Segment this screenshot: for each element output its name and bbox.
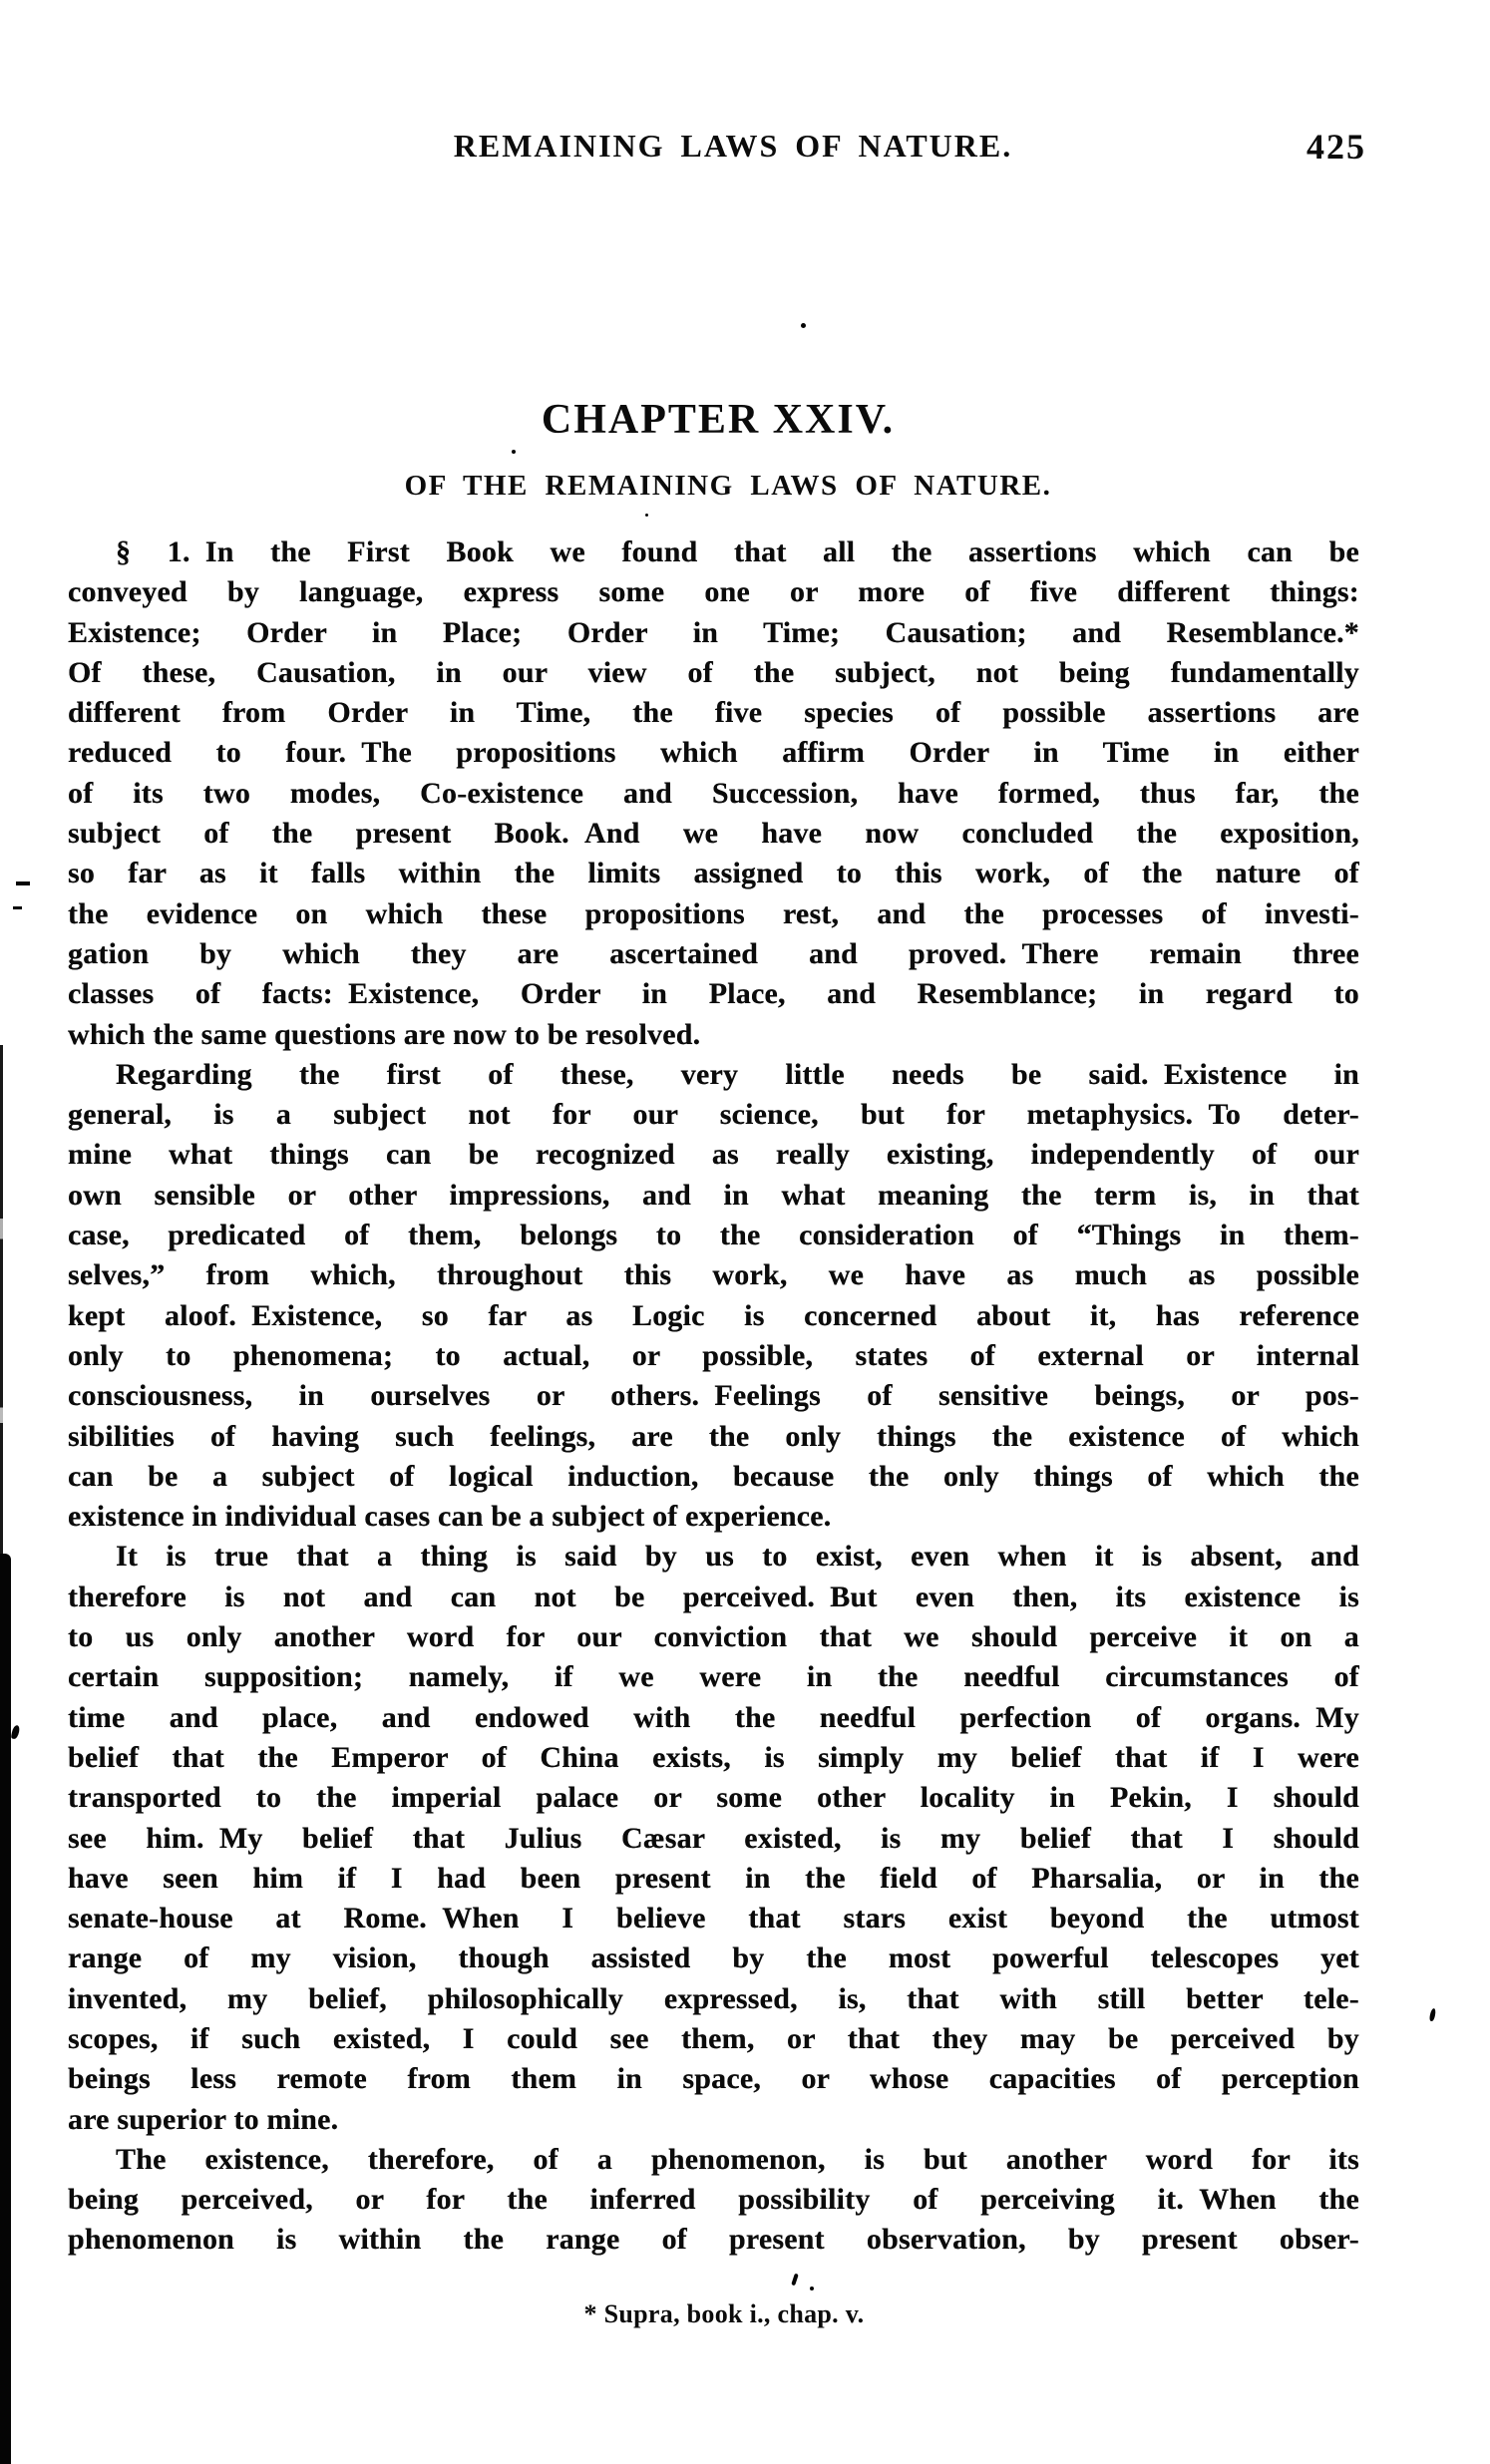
scan-artifact-left-bar-thin	[0, 1045, 3, 1556]
body-line: different from Order in Time, the five species of possible assertions are	[68, 696, 1359, 730]
body-line: reduced to four. The propositions which affirm Order in Time in either	[68, 736, 1359, 770]
body-line: to us only another word for our conviction that we should perceive it on a	[68, 1620, 1359, 1654]
body-line: subject of the present Book. And we have now concluded the exposition,	[68, 817, 1359, 851]
scan-artifact-dot	[512, 450, 516, 454]
body-line: classes of facts: Existence, Order in Place, and Resemblance; in regard to	[68, 977, 1359, 1011]
scan-artifact-dot	[801, 323, 806, 328]
body-line: Of these, Causation, in our view of the subject, not being fundamentally	[68, 655, 1359, 689]
running-header	[0, 128, 1490, 168]
body-line: § 1. In the First Book we found that all the assertions which can be	[116, 535, 1359, 568]
body-line: scopes, if such existed, I could see them, or that they may be perceived by	[68, 2021, 1359, 2055]
body-line: range of my vision, though assisted by the most powerful telescopes yet	[68, 1941, 1359, 1975]
body-line: selves,” from which, throughout this work, we have as much as possible	[68, 1258, 1359, 1292]
body-line: have seen him if I had been present in the field of Pharsalia, or in the	[68, 1861, 1359, 1895]
body-line: which the same questions are now to be resolved.	[68, 1017, 701, 1051]
chapter-subtitle: OF THE REMAINING LAWS OF NATURE.	[404, 470, 1052, 502]
scan-artifact-comma	[11, 1724, 20, 1739]
body-line: beings less remote from them in space, or whose capacities of perception	[68, 2062, 1359, 2096]
footnote: * Supra, book i., chap. v.	[583, 2299, 865, 2328]
scan-artifact-dash	[13, 906, 22, 909]
body-line: general, is a subject not for our science, but for metaphysics. To deter-	[68, 1098, 1359, 1132]
scan-artifact-dot	[645, 514, 648, 517]
body-line: therefore is not and can not be perceived. But even then, its existence is	[68, 1580, 1359, 1613]
body-line: see him. My belief that Julius Cæsar existed, is my belief that I should	[68, 1821, 1359, 1855]
body-line: invented, my belief, philosophically expressed, is, that with still better tele-	[68, 1981, 1359, 2015]
body-line: mine what things can be recognized as really existing, independently of our	[68, 1138, 1359, 1172]
body-line: of its two modes, Co-existence and Succession, have formed, thus far, the	[68, 776, 1359, 810]
body-line: only to phenomena; to actual, or possible, states of external or internal	[68, 1338, 1359, 1372]
running-title: REMAINING LAWS OF NATURE.	[453, 128, 1013, 164]
body-line: sibilities of having such feelings, are the only things the existence of which	[68, 1419, 1359, 1453]
body-line: senate-house at Rome. When I believe that stars exist beyond the utmost	[68, 1902, 1359, 1936]
body-line: are superior to mine.	[68, 2102, 339, 2136]
body-line: consciousness, in ourselves or others. Feelings of sensitive beings, or pos-	[68, 1379, 1359, 1413]
body-line: existence in individual cases can be a subject of experience.	[68, 1500, 832, 1534]
body-line: certain supposition; namely, if we were in the needful circumstances of	[68, 1660, 1359, 1694]
body-line: Existence; Order in Place; Order in Time; Causation; and Resemblance.*	[68, 615, 1359, 649]
body-line: gation by which they are ascertained and proved. There remain three	[68, 936, 1359, 970]
body-text	[68, 532, 1359, 2261]
chapter-title: CHAPTER XXIV.	[541, 397, 896, 443]
scan-artifact-dash	[16, 881, 30, 885]
body-line: time and place, and endowed with the needful perfection of organs. My	[68, 1700, 1359, 1734]
body-line: Regarding the first of these, very little needs be said. Existence in	[116, 1057, 1359, 1091]
body-line: conveyed by language, express some one or more of five different things:	[68, 575, 1359, 609]
body-line: transported to the imperial palace or some other locality in Pekin, I should	[68, 1781, 1359, 1815]
body-line: phenomenon is within the range of present observation, by present obser-	[68, 2223, 1359, 2257]
body-line: The existence, therefore, of a phenomenon, is but another word for its	[116, 2142, 1359, 2176]
body-line: kept aloof. Existence, so far as Logic is concerned about it, has reference	[68, 1298, 1359, 1332]
scan-artifact-dot	[810, 2287, 814, 2290]
body-line: case, predicated of them, belongs to the consideration of “Things in them-	[68, 1219, 1359, 1252]
body-line: belief that the Emperor of China exists, is simply my belief that if I were	[68, 1740, 1359, 1774]
body-line: can be a subject of logical induction, because the only things of which the	[68, 1459, 1359, 1493]
body-line: being perceived, or for the inferred possibility of perceiving it. When the	[68, 2183, 1359, 2217]
body-line: It is true that a thing is said by us to exist, even when it is absent, and	[116, 1540, 1359, 1574]
scan-artifact-quote	[1429, 2008, 1437, 2022]
body-line: the evidence on which these propositions rest, and the processes of investi-	[68, 896, 1359, 930]
scan-artifact-left-bar-thick	[0, 1554, 11, 2464]
page-number: 425	[1306, 127, 1366, 167]
scan-artifact-tick	[791, 2274, 799, 2287]
body-line: own sensible or other impressions, and in what meaning the term is, in that	[68, 1178, 1359, 1212]
body-line: so far as it falls within the limits assigned to this work, of the nature of	[68, 857, 1359, 890]
